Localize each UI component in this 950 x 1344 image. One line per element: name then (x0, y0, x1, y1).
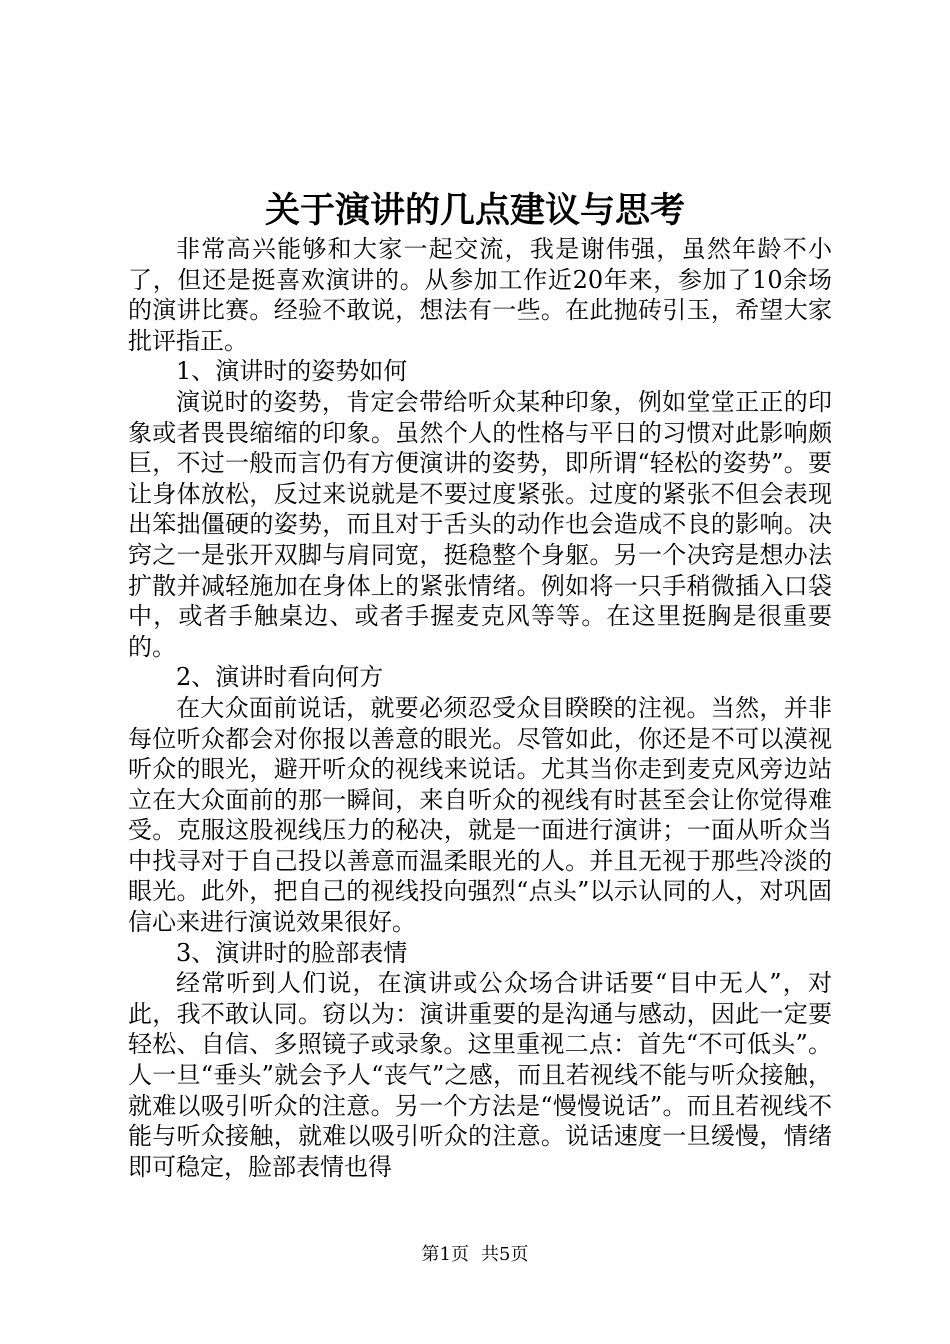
page-footer (0, 1243, 950, 1267)
paragraph-expression: 经常听到人们说，在演讲或公众场合讲话要“目中无人”，对此，我不敢认同。窃以为：演讲重要的是沟通与感动，因此一定要轻松、自信、多照镜子或录象。这里重视二点：首先“不可低头”。人一旦“垂头”就会予人“丧气”之感，而且若视线不能与听众接触，就难以吸引听众的注意。另一个方法是“慢慢说话”。而且若视线不能与听众接触，就难以吸引听众的注意。说话速度一旦缓慢，情绪即可稳定，脸部表情也得 (128, 969, 832, 1181)
paragraph-posture: 演说时的姿势，肯定会带给听众某种印象，例如堂堂正正的印象或者畏畏缩缩的印象。虽然个人的性格与平日的习惯对此影响颇巨，不过一般而言仍有方便演讲的姿势，即所谓“轻松的姿势”。要让身体放松，反过来说就是不要过度紧张。过度的紧张不但会表现出笨拙僵硬的姿势，而且对于舌头的动作也会造成不良的影响。决窍之一是张开双脚与肩同宽，挺稳整个身躯。另一个决窍是想办法扩散并减轻施加在身体上的紧张情绪。例如将一只手稍微插入口袋中，或者手触桌边、或者手握麦克风等等。在这里挺胸是很重要的。 (128, 387, 832, 661)
document-body (128, 234, 832, 1182)
section-heading-posture: 1、演讲时的姿势如何 (176, 357, 408, 386)
section-heading-expression: 3、演讲时的脸部表情 (176, 938, 408, 967)
paragraph-intro: 非常高兴能够和大家一起交流，我是谢伟强，虽然年龄不小了，但还是挺喜欢演讲的。从参加工作近20年来，参加了10余场的演讲比赛。经验不敢说，想法有一些。在此抛砖引玉，希望大家批评指正。 (128, 235, 832, 355)
document-title: 关于演讲的几点建议与思考 (264, 190, 685, 231)
page-number-current: 第1页 (421, 1244, 469, 1265)
page-number-total: 共5页 (481, 1244, 529, 1265)
paragraph-gaze: 在大众面前说话，就要必须忍受众目睽睽的注视。当然，并非每位听众都会对你报以善意的眼光。尽管如此，你还是不可以漠视听众的眼光，避开听众的视线来说话。尤其当你走到麦克风旁边站立在大众面前的那一瞬间，来自听众的视线有时甚至会让你觉得难受。克服这股视线压力的秘决，就是一面进行演讲；一面从听众当中找寻对于自己投以善意而温柔眼光的人。并且无视于那些冷淡的眼光。此外，把自己的视线投向强烈“点头”以示认同的人，对巩固信心来进行演说效果很好。 (128, 693, 832, 937)
section-heading-gaze: 2、演讲时看向何方 (176, 663, 384, 692)
